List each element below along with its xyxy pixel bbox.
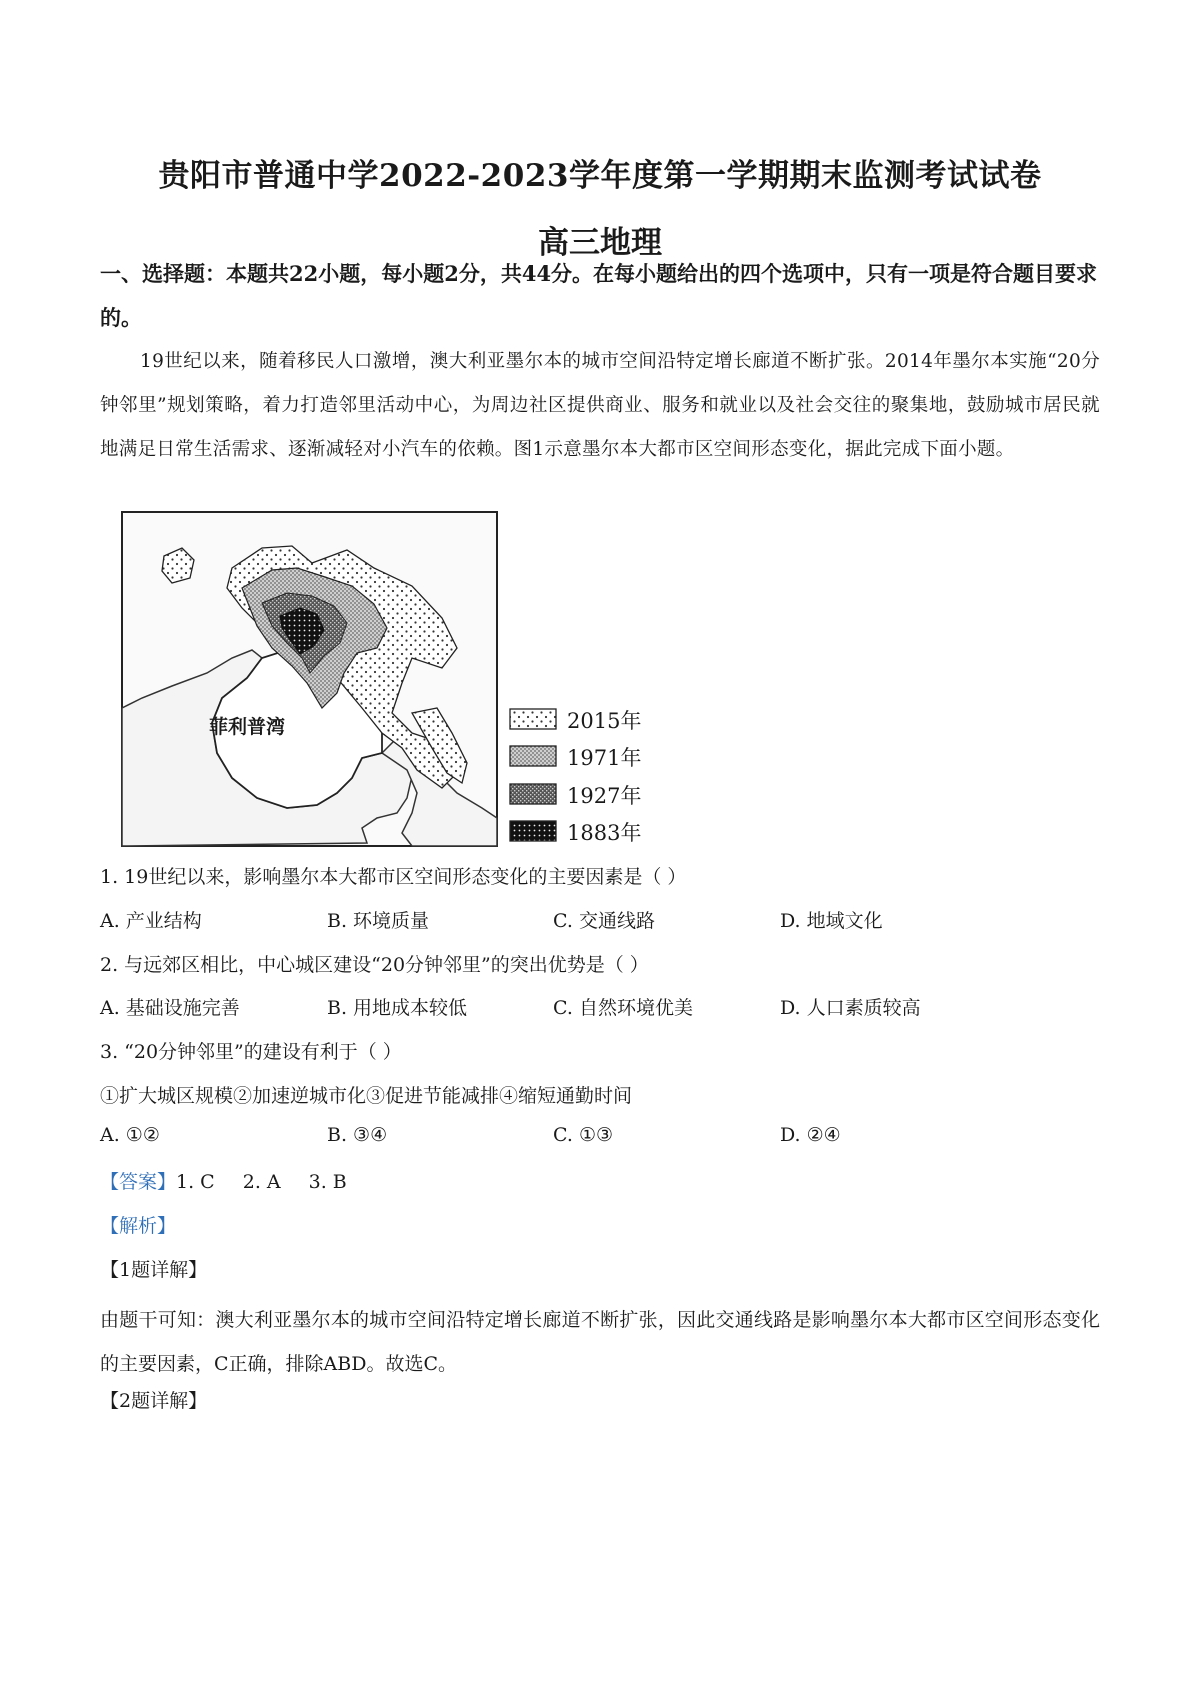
q3-option-b: B. ③④ bbox=[327, 1124, 388, 1146]
analysis-heading: 【解析】 bbox=[100, 1215, 177, 1237]
q1-option-d: D. 地域文化 bbox=[780, 910, 883, 932]
q1-option-b: B. 环境质量 bbox=[327, 910, 430, 932]
question-3-options bbox=[100, 1124, 1100, 1154]
bay-label: 菲利普湾 bbox=[209, 716, 286, 738]
detail-1-text: 由题干可知：澳大利亚墨尔本的城市空间沿特定增长廊道不断扩张，因此交通线路是影响墨尔本大都市区空间形态变化的主要因素，C正确，排除ABD。故选C。 bbox=[100, 1309, 1100, 1375]
answer-line bbox=[100, 1167, 375, 1194]
q1-option-a: A. 产业结构 bbox=[100, 910, 202, 932]
answer-item: 3. B bbox=[308, 1171, 347, 1193]
melbourne-map-figure bbox=[112, 508, 672, 853]
question-2-stem: 2. 与远郊区相比，中心城区建设“20分钟邻里”的突出优势是（ ） bbox=[100, 954, 649, 976]
q3-option-c: C. ①③ bbox=[553, 1124, 614, 1146]
q2-option-b: B. 用地成本较低 bbox=[327, 997, 468, 1019]
q2-option-a: A. 基础设施完善 bbox=[100, 997, 240, 1019]
question-2-options bbox=[100, 993, 1100, 1023]
legend-swatch-1883 bbox=[510, 821, 556, 841]
q3-option-a: A. ①② bbox=[100, 1124, 160, 1146]
question-1-options bbox=[100, 906, 1100, 936]
legend-label-1927: 1927年 bbox=[567, 784, 642, 808]
map-legend bbox=[510, 709, 641, 845]
legend-swatch-1971 bbox=[510, 746, 556, 766]
legend-label-2015: 2015年 bbox=[567, 709, 642, 733]
detail-2-heading: 【2题详解】 bbox=[100, 1390, 208, 1412]
q2-option-c: C. 自然环境优美 bbox=[553, 997, 693, 1019]
legend-swatch-1927 bbox=[510, 784, 556, 804]
legend-swatch-2015 bbox=[510, 709, 556, 729]
answer-item: 1. C bbox=[176, 1171, 215, 1193]
answer-tag: 【答案】 bbox=[100, 1171, 177, 1193]
exam-subject: 高三地理 bbox=[538, 225, 662, 261]
answer-item: 2. A bbox=[242, 1171, 281, 1193]
question-1-stem: 1. 19世纪以来，影响墨尔本大都市区空间形态变化的主要因素是（ ） bbox=[100, 866, 687, 888]
question-passage: 19世纪以来，随着移民人口激增，澳大利亚墨尔本的城市空间沿特定增长廊道不断扩张。2014年墨尔本实施“20分钟邻里”规划策略，着力打造邻里活动中心，为周边社区提供商业、服务和就业以及社会交往的聚集地，鼓励城市居民就地满足日常生活需求、逐渐减轻对小汽车的依赖。图1示意墨尔本大都市区空间形态变化，据此完成下面小题。 bbox=[100, 351, 1100, 460]
question-3-stem: 3. “20分钟邻里”的建设有利于（ ） bbox=[100, 1041, 402, 1063]
q3-option-d: D. ②④ bbox=[780, 1124, 841, 1146]
q2-option-d: D. 人口素质较高 bbox=[780, 997, 921, 1019]
q1-option-c: C. 交通线路 bbox=[553, 910, 655, 932]
detail-1-heading: 【1题详解】 bbox=[100, 1259, 208, 1281]
section-heading: 一、选择题：本题共22小题，每小题2分，共44分。在每小题给出的四个选项中，只有一项是符合题目要求的。 bbox=[100, 261, 1098, 330]
exam-title: 贵阳市普通中学2022-2023学年度第一学期期末监测考试试卷 bbox=[158, 158, 1042, 194]
legend-label-1971: 1971年 bbox=[567, 746, 642, 770]
legend-label-1883: 1883年 bbox=[567, 821, 642, 845]
question-3-statements: ①扩大城区规模②加速逆城市化③促进节能减排④缩短通勤时间 bbox=[100, 1085, 633, 1107]
